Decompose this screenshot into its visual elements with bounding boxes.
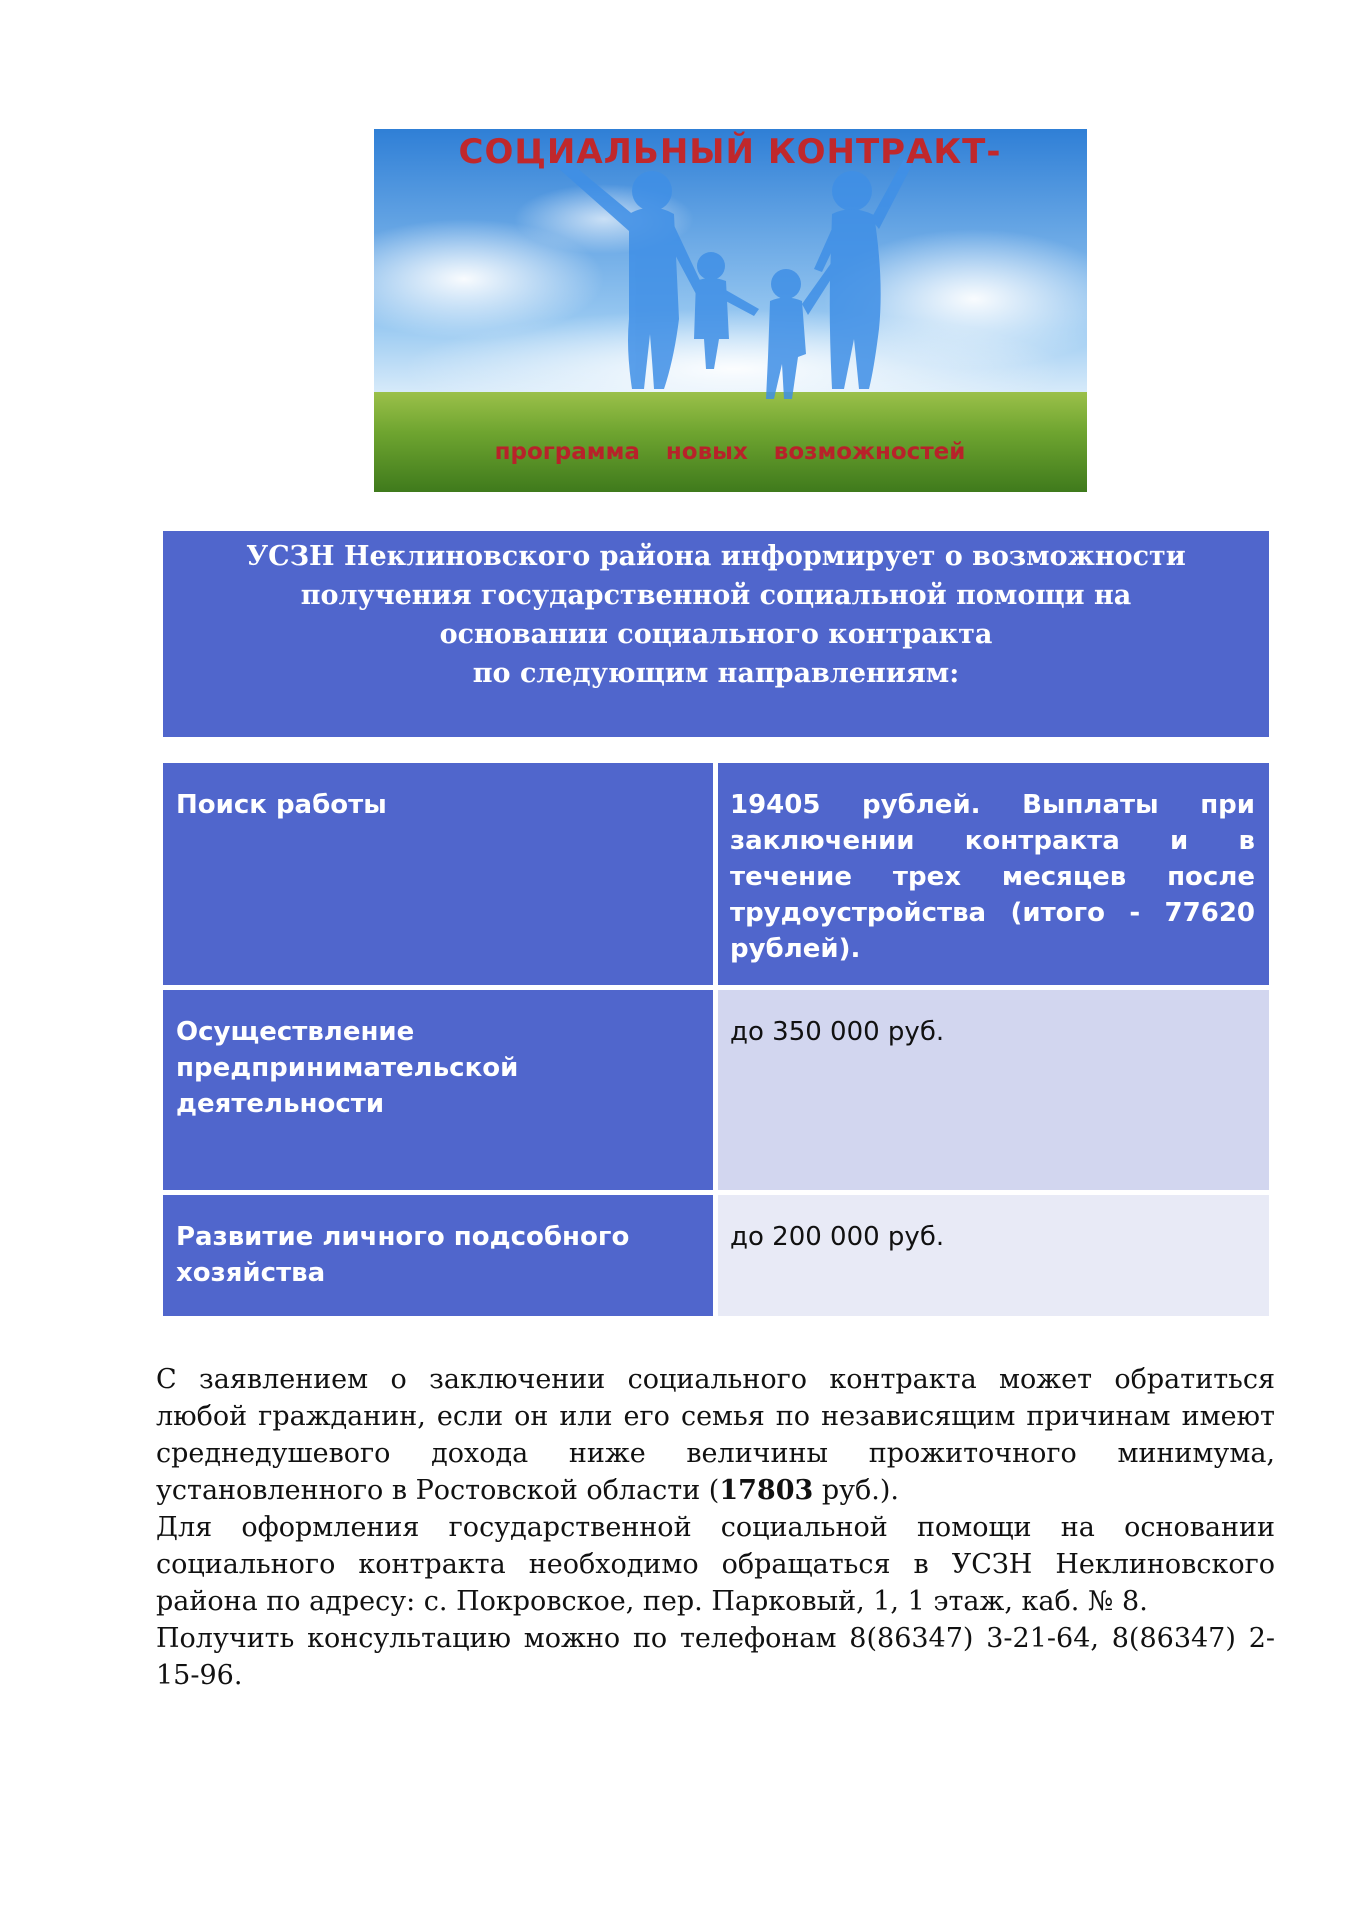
amount-cell: до 350 000 руб.	[718, 990, 1269, 1190]
table-row	[163, 990, 1269, 1190]
direction-cell: Поиск работы	[163, 763, 713, 985]
info-line: УСЗН Неклиновского района информирует о возможности	[246, 541, 1186, 572]
family-sky-illustration	[374, 129, 1087, 492]
banner-image	[374, 129, 1087, 492]
table-row	[163, 1195, 1269, 1316]
banner-subtitle: программа новых возможностей	[494, 439, 966, 465]
amount-cell: 19405 рублей. Выплаты при заключении контракта и в течение трех месяцев после трудоустройства (итого - 77620 рублей).	[718, 763, 1269, 985]
info-line: основании социального контракта	[439, 619, 993, 650]
paragraph-phones: Получить консультацию можно по телефонам 8(86347) 3-21-64, 8(86347) 2-15-96.	[156, 1623, 1275, 1691]
paragraph-eligibility: С заявлением о заключении социального контракта может обратиться любой гражданин, если он или его семья по независящим причинам имеют среднедушевого дохода ниже величины прожиточного минимума, установленного в Ростовской области (17803 руб.).	[156, 1364, 1275, 1506]
banner-title: СОЦИАЛЬНЫЙ КОНТРАКТ-	[458, 132, 1002, 172]
min-income-value: 17803	[719, 1475, 814, 1506]
paragraph-address: Для оформления государственной социальной помощи на основании социального контракта необходимо обращаться в УСЗН Неклиновского района по адресу: с. Покровское, пер. Парковый, 1, 1 этаж, каб. № 8.	[156, 1512, 1275, 1617]
body-text	[156, 1361, 1275, 1694]
amount-cell: до 200 000 руб.	[718, 1195, 1269, 1316]
info-box	[163, 531, 1269, 737]
direction-cell: Развитие личного подсобного хозяйства	[163, 1195, 713, 1316]
info-line: получения государственной социальной помощи на	[300, 580, 1132, 611]
table-row	[163, 763, 1269, 985]
info-line: по следующим направлениям:	[472, 658, 960, 689]
directions-table	[163, 763, 1269, 1316]
direction-cell: Осуществление предпринимательской деятельности	[163, 990, 713, 1190]
